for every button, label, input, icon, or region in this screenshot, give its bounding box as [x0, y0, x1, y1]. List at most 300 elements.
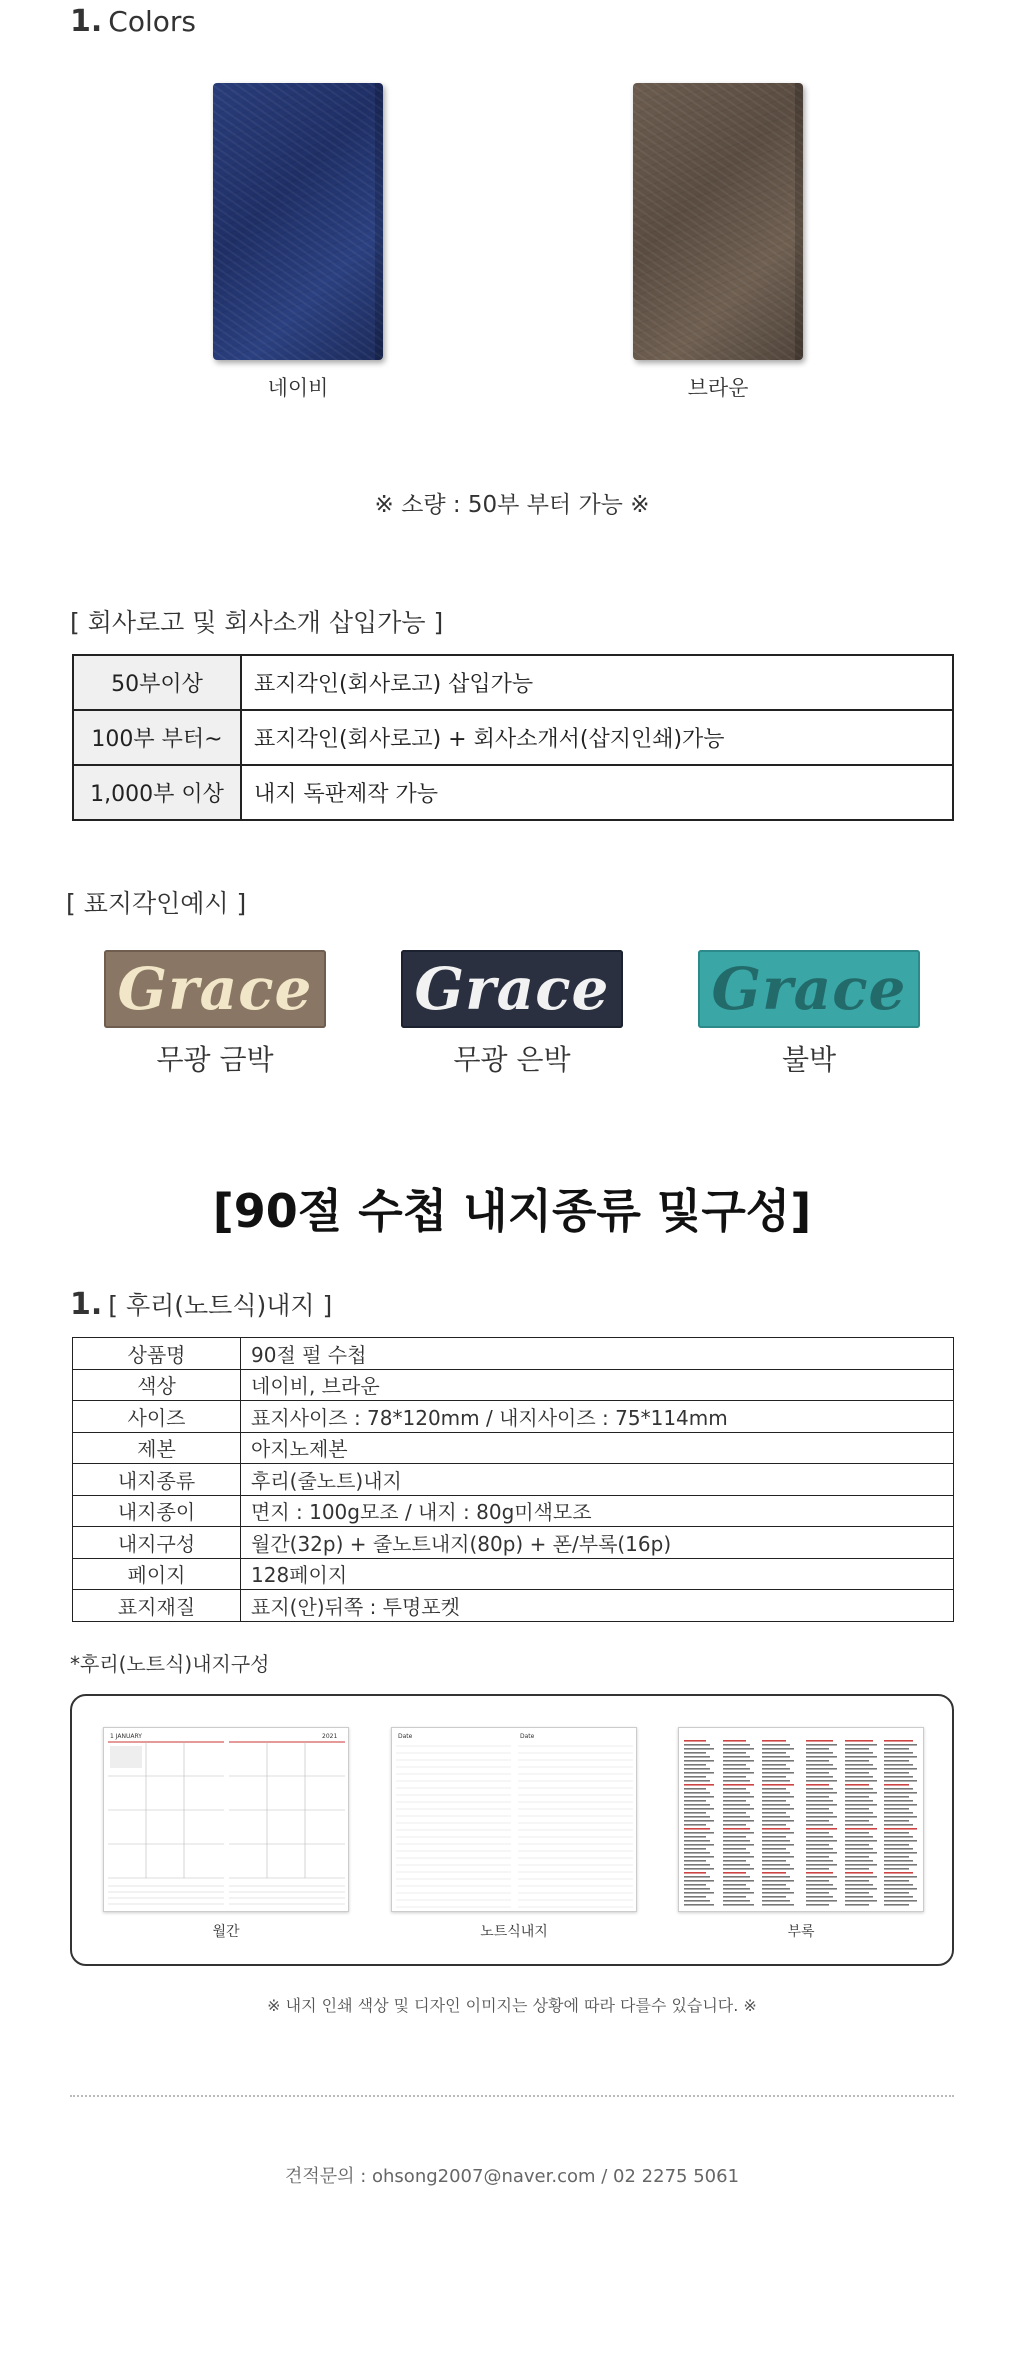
appendix-text-line: [884, 1772, 909, 1774]
appendix-text-line: [845, 1836, 873, 1838]
appendix-text-line: [806, 1840, 837, 1842]
thumbnail-right-page: [801, 1728, 923, 1911]
appendix-text-line: [845, 1816, 877, 1818]
appendix-text-line: [762, 1892, 794, 1894]
table-key: 50부이상: [73, 655, 241, 710]
appendix-text-line: [684, 1768, 710, 1770]
logo-section-title: [ 회사로고 및 회사소개 삽입가능 ]: [70, 608, 444, 637]
appendix-text-line: [845, 1752, 873, 1754]
appendix-text-line: [806, 1752, 833, 1754]
appendix-text-line: [806, 1756, 837, 1758]
appendix-text-line: [845, 1864, 877, 1866]
table-key: 페이지: [73, 1558, 241, 1590]
appendix-text-line: [684, 1844, 714, 1846]
thumbnail-left-page: [679, 1728, 801, 1911]
color-label-brown: 브라운: [687, 376, 749, 400]
appendix-text-line: [684, 1740, 706, 1742]
appendix-text-line: [762, 1780, 790, 1782]
appendix-text-line: [806, 1776, 833, 1778]
appendix-text-line: [806, 1820, 829, 1822]
appendix-text-line: [884, 1740, 913, 1742]
quantity-notice: ※ 소량 : 50부 부터 가능 ※: [374, 492, 650, 518]
table-value: 표지사이즈 : 78*120mm / 내지사이즈 : 75*114mm: [241, 1401, 954, 1433]
appendix-text-line: [762, 1828, 790, 1830]
section-title: [ 후리(노트식)내지 ]: [108, 1291, 333, 1320]
appendix-text-line: [806, 1800, 833, 1802]
appendix-text-line: [806, 1792, 837, 1794]
appendix-text-line: [723, 1880, 754, 1882]
appendix-text-line: [884, 1900, 917, 1902]
appendix-text-line: [762, 1744, 790, 1746]
appendix-text-line: [762, 1852, 790, 1854]
appendix-text-line: [845, 1804, 877, 1806]
appendix-text-line: [884, 1844, 909, 1846]
appendix-text-line: [762, 1868, 794, 1870]
appendix-text-line: [884, 1880, 909, 1882]
appendix-text-line: [723, 1864, 750, 1866]
appendix-text-line: [845, 1768, 877, 1770]
appendix-text-line: [806, 1864, 837, 1866]
table-value: 아지노제본: [241, 1432, 954, 1464]
appendix-text-line: [806, 1832, 829, 1834]
appendix-text-line: [845, 1784, 869, 1786]
table-value: 후리(줄노트)내지: [241, 1464, 954, 1496]
table-key: 제본: [73, 1432, 241, 1464]
appendix-text-line: [762, 1900, 790, 1902]
appendix-text-line: [762, 1844, 794, 1846]
appendix-text-line: [884, 1896, 913, 1898]
appendix-text-line: [845, 1776, 873, 1778]
appendix-text-line: [806, 1744, 837, 1746]
thumbnail-left-page: [104, 1728, 226, 1911]
table-key: 사이즈: [73, 1401, 241, 1433]
appendix-text-line: [845, 1860, 873, 1862]
appendix-text-line: [884, 1836, 913, 1838]
appendix-text-line: [845, 1904, 869, 1906]
appendix-text-line: [762, 1832, 794, 1834]
appendix-text-line: [806, 1760, 829, 1762]
appendix-text-line: [684, 1864, 710, 1866]
appendix-text-line: [884, 1852, 917, 1854]
appendix-text-line: [884, 1784, 909, 1786]
appendix-text-line: [684, 1896, 706, 1898]
appendix-text-line: [762, 1820, 794, 1822]
logo-option-table: [72, 654, 954, 821]
appendix-text-line: [684, 1824, 706, 1826]
table-key: 내지종이: [73, 1495, 241, 1527]
table-row: [73, 765, 953, 820]
appendix-text-line: [723, 1860, 746, 1862]
appendix-text-line: [806, 1804, 837, 1806]
table-value: 128페이지: [241, 1558, 954, 1590]
appendix-text-line: [806, 1844, 829, 1846]
appendix-text-line: [845, 1832, 869, 1834]
appendix-text-line: [762, 1792, 790, 1794]
appendix-text-line: [762, 1796, 794, 1798]
appendix-text-line: [884, 1760, 909, 1762]
appendix-text-line: [806, 1892, 829, 1894]
table-row: [73, 1495, 954, 1527]
appendix-text-line: [762, 1872, 786, 1874]
appendix-text-line: [684, 1780, 710, 1782]
appendix-text-line: [845, 1820, 869, 1822]
divider: [70, 2095, 954, 2097]
appendix-text-line: [723, 1748, 754, 1750]
appendix-text-line: [723, 1888, 750, 1890]
appendix-text-line: [806, 1780, 837, 1782]
appendix-text-line: [806, 1812, 833, 1814]
appendix-text-line: [884, 1876, 917, 1878]
appendix-text-line: [762, 1896, 786, 1898]
appendix-text-line: [806, 1848, 833, 1850]
appendix-text-line: [806, 1868, 829, 1870]
appendix-text-line: [806, 1888, 837, 1890]
appendix-text-line: [845, 1888, 877, 1890]
appendix-text-line: [723, 1876, 750, 1878]
appendix-text-line: [684, 1828, 710, 1830]
table-value: 네이비, 브라운: [241, 1369, 954, 1401]
appendix-text-line: [723, 1776, 746, 1778]
appendix-text-line: [762, 1804, 790, 1806]
composition-caption: *후리(노트식)내지구성: [70, 1652, 270, 1676]
appendix-text-line: [806, 1788, 833, 1790]
appendix-text-line: [762, 1840, 790, 1842]
appendix-text-line: [845, 1756, 877, 1758]
appendix-text-line: [723, 1756, 750, 1758]
appendix-text-line: [845, 1780, 877, 1782]
appendix-text-line: [806, 1872, 833, 1874]
appendix-text-line: [723, 1824, 746, 1826]
table-row: [73, 1464, 954, 1496]
appendix-text-line: [762, 1864, 790, 1866]
appendix-text-line: [723, 1904, 754, 1906]
inner-section-heading: [70, 1286, 332, 1322]
appendix-text-line: [845, 1856, 869, 1858]
appendix-text-line: [723, 1792, 750, 1794]
appendix-text-line: [806, 1816, 837, 1818]
appendix-text-line: [723, 1772, 754, 1774]
appendix-text-line: [806, 1764, 833, 1766]
appendix-text-line: [684, 1848, 706, 1850]
appendix-text-line: [723, 1884, 746, 1886]
appendix-text-line: [684, 1760, 714, 1762]
appendix-text-line: [845, 1868, 869, 1870]
calendar-month-header: 1 JANUARY: [110, 1733, 142, 1740]
appendix-text-line: [723, 1764, 746, 1766]
appendix-text-line: [806, 1904, 829, 1906]
appendix-text-line: [806, 1876, 837, 1878]
table-row: [73, 710, 953, 765]
appendix-text-line: [884, 1820, 909, 1822]
appendix-text-line: [762, 1904, 794, 1906]
table-value: 내지 독판제작 가능: [241, 765, 953, 820]
appendix-text-line: [762, 1800, 786, 1802]
appendix-text-line: [845, 1840, 877, 1842]
appendix-text-line: [806, 1784, 829, 1786]
table-value: 표지각인(회사로고) 삽입가능: [241, 655, 953, 710]
appendix-text-line: [762, 1768, 790, 1770]
appendix-text-line: [884, 1788, 913, 1790]
appendix-text-line: [884, 1864, 917, 1866]
appendix-text-line: [684, 1832, 714, 1834]
appendix-text-line: [723, 1740, 746, 1742]
section-number: 1.: [70, 4, 103, 39]
thumbnail-label: 부록: [787, 1924, 815, 1940]
appendix-text-line: [845, 1800, 873, 1802]
appendix-text-line: [723, 1784, 754, 1786]
table-row: [73, 1527, 954, 1559]
appendix-text-line: [684, 1800, 706, 1802]
thumbnail-right-page: [226, 1728, 348, 1911]
appendix-text-line: [684, 1852, 710, 1854]
table-value: 월간(32p) + 줄노트내지(80p) + 폰/부록(16p): [241, 1527, 954, 1559]
appendix-text-line: [845, 1848, 873, 1850]
appendix-text-line: [684, 1872, 706, 1874]
appendix-text-line: [684, 1888, 710, 1890]
appendix-text-line: [845, 1828, 877, 1830]
appendix-text-line: [806, 1860, 833, 1862]
appendix-text-line: [884, 1888, 917, 1890]
stamp-label: 불박: [781, 1043, 837, 1076]
appendix-text-line: [806, 1740, 833, 1742]
appendix-text-line: [806, 1836, 833, 1838]
appendix-text-line: [845, 1772, 869, 1774]
appendix-text-line: [884, 1792, 917, 1794]
appendix-text-line: [806, 1808, 829, 1810]
table-key: 색상: [73, 1369, 241, 1401]
appendix-text-line: [762, 1836, 786, 1838]
appendix-text-line: [845, 1892, 869, 1894]
appendix-text-line: [762, 1848, 786, 1850]
appendix-text-line: [723, 1832, 754, 1834]
appendix-text-line: [806, 1828, 837, 1830]
appendix-text-line: [684, 1788, 706, 1790]
appendix-text-line: [684, 1792, 710, 1794]
appendix-text-line: [884, 1860, 913, 1862]
table-row: [73, 655, 953, 710]
appendix-text-line: [762, 1856, 794, 1858]
appendix-text-line: [845, 1872, 873, 1874]
appendix-text-line: [845, 1880, 869, 1882]
appendix-text-line: [845, 1796, 869, 1798]
table-row: [73, 1338, 954, 1370]
appendix-text-line: [806, 1768, 837, 1770]
table-key: 내지구성: [73, 1527, 241, 1559]
appendix-text-line: [723, 1872, 746, 1874]
appendix-text-line: [806, 1772, 829, 1774]
appendix-text-line: [684, 1776, 706, 1778]
table-value: 표지(안)뒤쪽 : 투명포켓: [241, 1590, 954, 1622]
appendix-text-line: [762, 1784, 794, 1786]
appendix-text-line: [845, 1764, 873, 1766]
appendix-text-line: [684, 1856, 714, 1858]
appendix-text-line: [884, 1840, 917, 1842]
section-number: 1.: [70, 1287, 103, 1322]
appendix-text-line: [762, 1880, 794, 1882]
appendix-text-line: [845, 1900, 877, 1902]
appendix-text-line: [723, 1744, 750, 1746]
appendix-text-line: [684, 1876, 710, 1878]
table-key: 1,000부 이상: [73, 765, 241, 820]
appendix-text-line: [845, 1744, 877, 1746]
blind-stamp-sample: Grace: [698, 950, 920, 1028]
appendix-text-line: [684, 1744, 710, 1746]
appendix-text-line: [684, 1804, 710, 1806]
appendix-text-line: [762, 1748, 794, 1750]
calendar-year-header: 2021: [322, 1733, 338, 1740]
appendix-text-line: [884, 1872, 913, 1874]
appendix-text-line: [684, 1812, 706, 1814]
appendix-text-line: [723, 1892, 754, 1894]
appendix-text-line: [762, 1824, 786, 1826]
table-value: 표지각인(회사로고) + 회사소개서(삽지인쇄)가능: [241, 710, 953, 765]
appendix-text-line: [762, 1876, 790, 1878]
silver-foil-stamp-sample: Grace: [401, 950, 623, 1028]
table-row: [73, 1558, 954, 1590]
appendix-text-line: [723, 1856, 754, 1858]
appendix-text-line: [884, 1808, 909, 1810]
appendix-text-line: [762, 1776, 786, 1778]
appendix-text-line: [806, 1748, 829, 1750]
appendix-text-line: [884, 1868, 909, 1870]
appendix-text-line: [723, 1816, 750, 1818]
appendix-text-line: [806, 1900, 837, 1902]
table-key: 내지종류: [73, 1464, 241, 1496]
appendix-text-line: [806, 1796, 829, 1798]
thumbnail-left-page: [392, 1728, 514, 1911]
appendix-text-line: [723, 1828, 750, 1830]
appendix-text-line: [884, 1776, 913, 1778]
appendix-text-line: [884, 1892, 909, 1894]
appendix-text-line: [806, 1852, 837, 1854]
appendix-text-line: [884, 1816, 917, 1818]
appendix-text-line: [684, 1808, 714, 1810]
appendix-text-line: [684, 1904, 714, 1906]
appendix-text-line: [884, 1856, 909, 1858]
appendix-text-line: [762, 1740, 786, 1742]
appendix-text-line: [684, 1900, 710, 1902]
appendix-page-thumbnail: [678, 1727, 924, 1912]
appendix-text-line: [884, 1832, 909, 1834]
appendix-text-line: [723, 1800, 746, 1802]
thumbnail-label: 노트식내지: [480, 1924, 548, 1940]
appendix-text-line: [684, 1772, 714, 1774]
appendix-text-line: [884, 1756, 917, 1758]
appendix-text-line: [884, 1804, 917, 1806]
appendix-text-line: [684, 1860, 706, 1862]
table-key: 100부 부터~: [73, 710, 241, 765]
appendix-text-line: [845, 1808, 869, 1810]
appendix-text-line: [684, 1820, 714, 1822]
navy-notebook-image: [213, 83, 383, 360]
appendix-text-line: [762, 1888, 790, 1890]
appendix-text-line: [845, 1844, 869, 1846]
appendix-text-line: [723, 1808, 754, 1810]
contact-info: 견적문의 : ohsong2007@naver.com / 02 2275 5061: [284, 2166, 740, 2187]
thumbnail-right-page: [514, 1728, 636, 1911]
appendix-text-line: [884, 1828, 917, 1830]
disclaimer-note: ※ 내지 인쇄 색상 및 디자인 이미지는 상황에 따라 다를수 있습니다. ※: [267, 1996, 757, 2015]
table-key: 상품명: [73, 1338, 241, 1370]
appendix-text-line: [723, 1852, 750, 1854]
appendix-text-line: [723, 1848, 746, 1850]
appendix-text-line: [884, 1848, 913, 1850]
appendix-text-line: [884, 1744, 917, 1746]
appendix-text-line: [723, 1840, 750, 1842]
appendix-text-line: [723, 1844, 754, 1846]
appendix-text-line: [684, 1748, 714, 1750]
appendix-text-line: [723, 1812, 746, 1814]
brown-notebook-image: [633, 83, 803, 360]
appendix-text-line: [684, 1764, 706, 1766]
appendix-text-line: [762, 1760, 794, 1762]
appendix-text-line: [684, 1836, 706, 1838]
appendix-text-line: [806, 1896, 833, 1898]
appendix-text-line: [684, 1884, 706, 1886]
page-title: [90절 수첩 내지종류 및구성]: [212, 1184, 812, 1238]
appendix-text-line: [884, 1812, 913, 1814]
spec-table: [72, 1337, 954, 1622]
appendix-text-line: [684, 1796, 714, 1798]
appendix-text-line: [884, 1748, 909, 1750]
appendix-text-line: [762, 1808, 794, 1810]
table-key: 표지재질: [73, 1590, 241, 1622]
appendix-text-line: [684, 1892, 714, 1894]
stamp-label: 무광 은박: [453, 1043, 571, 1076]
appendix-text-line: [723, 1796, 754, 1798]
appendix-text-line: [845, 1852, 877, 1854]
lined-note-page-thumbnail: [391, 1727, 637, 1912]
date-label: Date: [398, 1733, 413, 1740]
appendix-text-line: [884, 1824, 913, 1826]
appendix-text-line: [845, 1748, 869, 1750]
colors-heading: [70, 4, 196, 39]
table-row: [73, 1590, 954, 1622]
table-value: 면지 : 100g모조 / 내지 : 80g미색모조: [241, 1495, 954, 1527]
appendix-text-line: [845, 1824, 873, 1826]
appendix-text-line: [762, 1764, 786, 1766]
thumbnail-label: 월간: [212, 1924, 240, 1940]
appendix-text-line: [723, 1780, 750, 1782]
appendix-text-line: [684, 1880, 714, 1882]
appendix-text-line: [762, 1788, 786, 1790]
monthly-page-thumbnail: [103, 1727, 349, 1912]
appendix-text-line: [884, 1904, 909, 1906]
appendix-text-line: [762, 1860, 786, 1862]
section-title: Colors: [108, 5, 196, 38]
color-label-navy: 네이비: [267, 376, 329, 400]
appendix-text-line: [845, 1792, 877, 1794]
appendix-text-line: [884, 1768, 917, 1770]
appendix-text-line: [884, 1796, 909, 1798]
appendix-text-line: [762, 1752, 786, 1754]
stamp-section-title: [ 표지각인예시 ]: [66, 889, 247, 918]
appendix-text-line: [723, 1820, 754, 1822]
appendix-text-line: [684, 1868, 714, 1870]
table-value: 90절 펄 수첩: [241, 1338, 954, 1370]
appendix-text-line: [723, 1900, 750, 1902]
appendix-text-line: [762, 1816, 790, 1818]
appendix-text-line: [723, 1836, 746, 1838]
appendix-text-line: [684, 1840, 710, 1842]
appendix-text-line: [806, 1824, 833, 1826]
table-row: [73, 1369, 954, 1401]
appendix-text-line: [845, 1884, 873, 1886]
stamp-label: 무광 금박: [156, 1043, 274, 1076]
appendix-text-line: [723, 1760, 754, 1762]
appendix-text-line: [845, 1788, 873, 1790]
appendix-text-line: [762, 1884, 786, 1886]
